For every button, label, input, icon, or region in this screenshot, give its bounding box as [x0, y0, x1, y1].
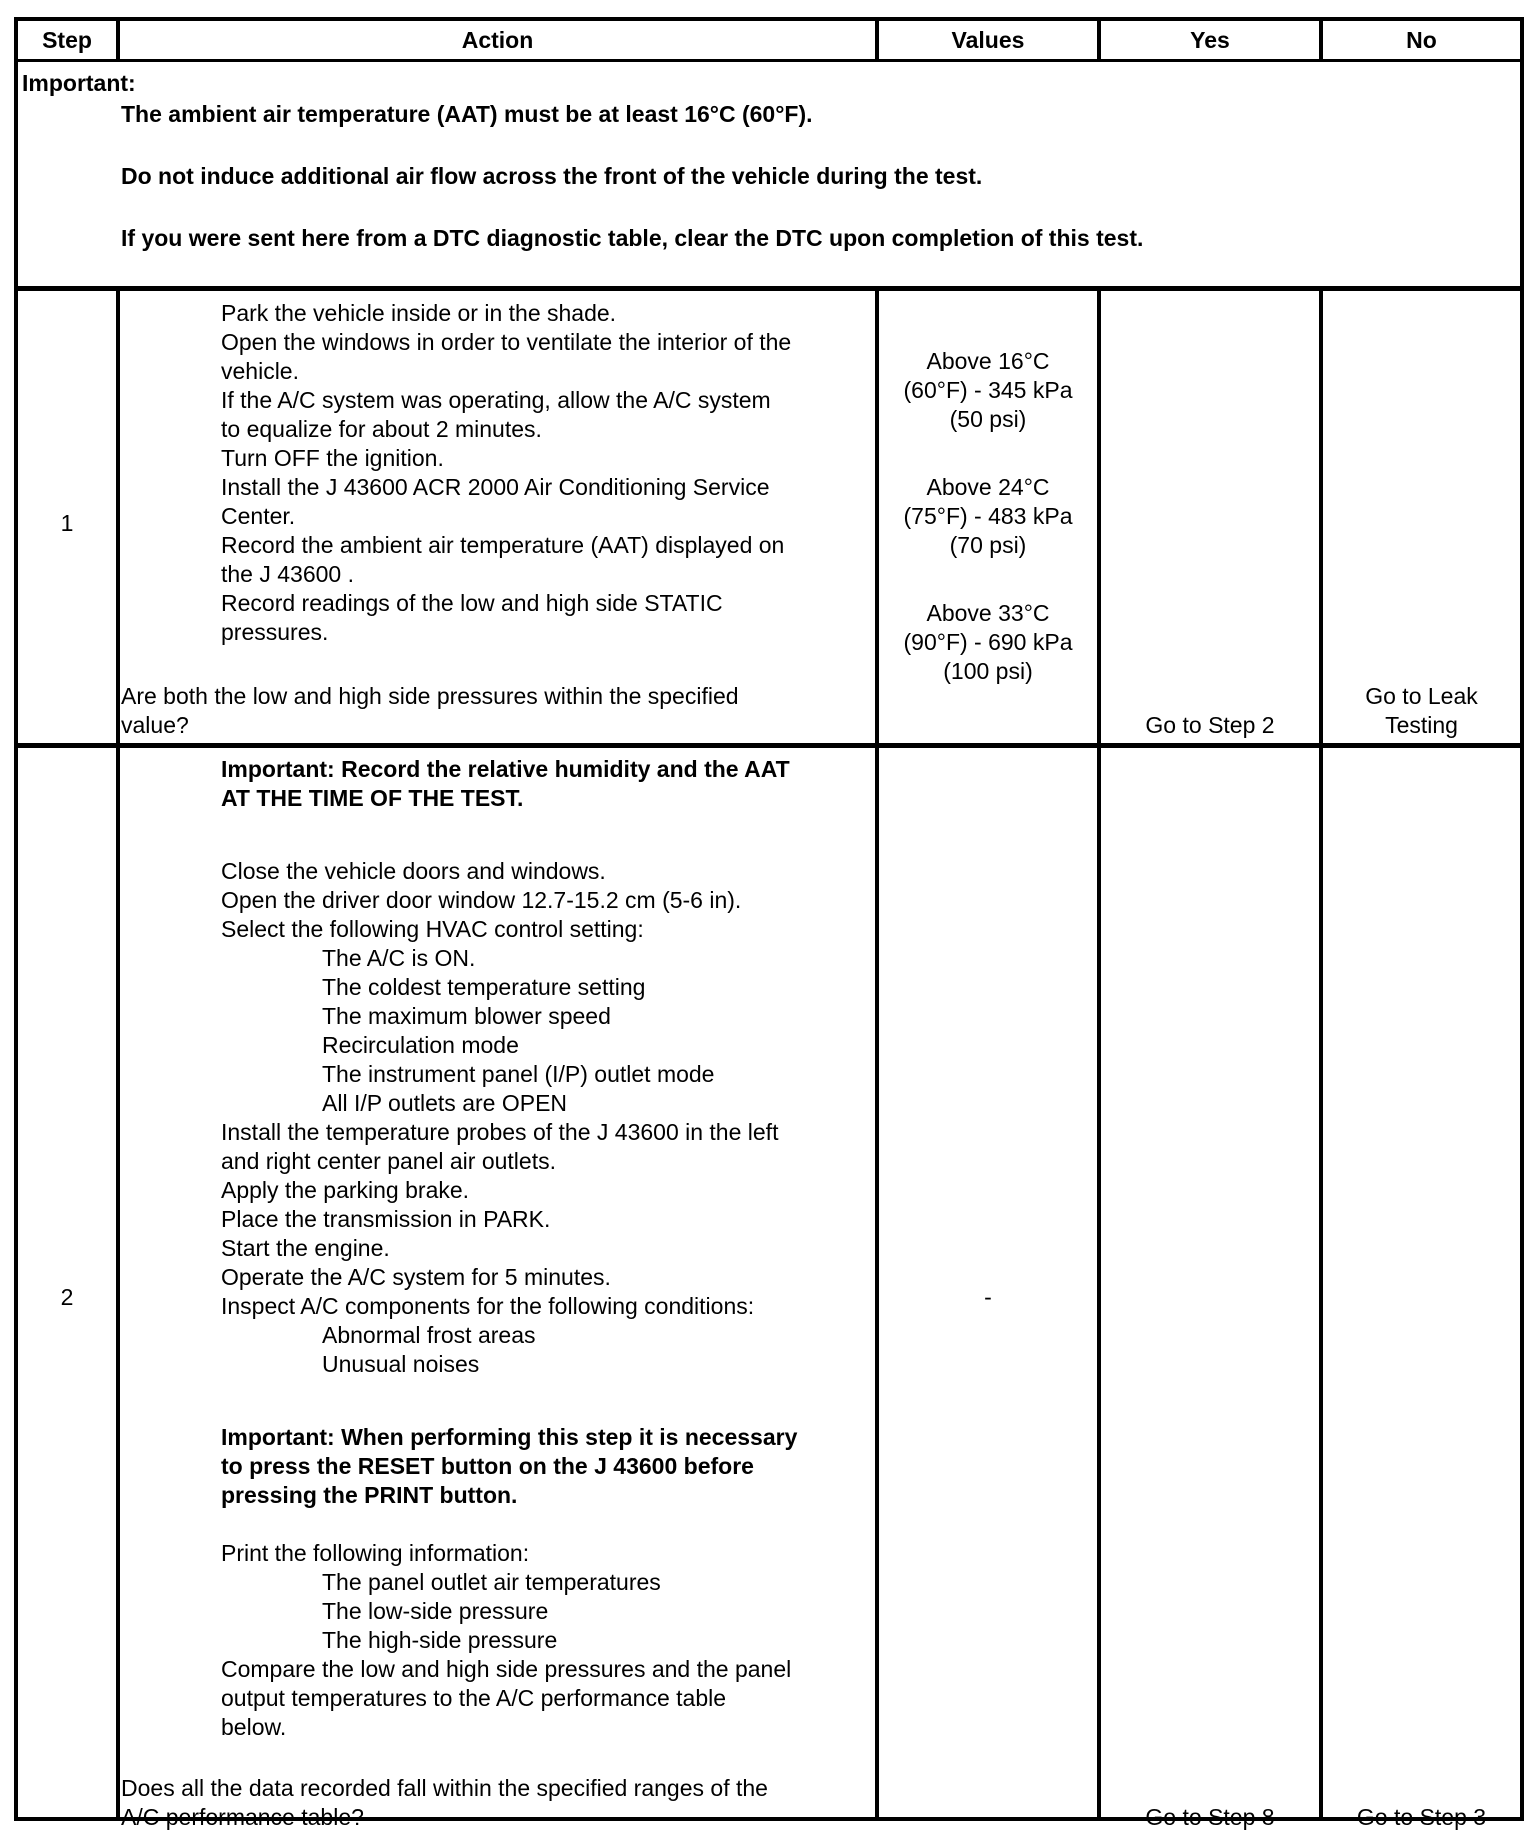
- action-line: Place the transmission in PARK.: [221, 1206, 551, 1232]
- divider-important: [18, 286, 1520, 291]
- step2-no: Go to Step 3: [1356, 1804, 1487, 1830]
- value-line: (90°F) - 690 kPa: [903, 629, 1073, 655]
- hvac-setting: Recirculation mode: [322, 1032, 519, 1058]
- important-line: The ambient air temperature (AAT) must be at least 16°C (60°F).: [121, 101, 813, 127]
- step2-print: [221, 1539, 791, 1742]
- important-label: Important:: [22, 70, 136, 96]
- action-line: Operate the A/C system for 5 minutes.: [221, 1264, 611, 1290]
- header-yes: Yes: [1190, 26, 1230, 53]
- divider-header: [18, 59, 1520, 62]
- action-line: Turn OFF the ignition.: [221, 445, 444, 471]
- value-line: (70 psi): [949, 532, 1027, 558]
- print-item: The panel outlet air temperatures: [322, 1569, 661, 1595]
- action-line: Start the engine.: [221, 1235, 390, 1261]
- action-line: Print the following information:: [221, 1540, 530, 1566]
- print-item: The high-side pressure: [322, 1627, 558, 1653]
- col-divider: [116, 21, 120, 59]
- question-line: value?: [121, 712, 189, 738]
- action-line: If the A/C system was operating, allow the A/C system: [221, 387, 771, 413]
- action-line: Close the vehicle doors and windows.: [221, 858, 606, 884]
- important-line: Important: When performing this step it is necessary: [221, 1424, 798, 1450]
- step1-actions: [221, 299, 791, 647]
- step1-yes: Go to Step 2: [1145, 712, 1275, 738]
- divider-step1: [18, 743, 1520, 748]
- important-line: If you were sent here from a DTC diagnostic table, clear the DTC upon completion of this test.: [121, 225, 1144, 251]
- action-line: and right center panel air outlets.: [221, 1148, 556, 1174]
- action-line: Open the driver door window 12.7-15.2 cm (5-6 in).: [221, 887, 742, 913]
- print-item: The low-side pressure: [322, 1598, 549, 1624]
- step2-actions: [221, 857, 778, 1379]
- value-line: Above 33°C: [926, 600, 1050, 626]
- step1-question: [121, 682, 739, 740]
- action-line: Open the windows in order to ventilate the interior of the: [221, 329, 792, 355]
- value-line: (100 psi): [943, 658, 1033, 684]
- header-no: No: [1406, 26, 1437, 53]
- action-line: Install the temperature probes of the J 43600 in the left: [221, 1119, 779, 1145]
- condition-item: Unusual noises: [322, 1351, 480, 1377]
- important-line: to press the RESET button on the J 43600 before: [221, 1453, 754, 1479]
- no-line: Go to Leak: [1365, 683, 1478, 709]
- no-line: Testing: [1385, 712, 1458, 738]
- action-line: pressures.: [221, 619, 329, 645]
- action-line: the J 43600 .: [221, 561, 354, 587]
- action-line: Center.: [221, 503, 296, 529]
- value-line: (60°F) - 345 kPa: [903, 377, 1073, 403]
- header-step: Step: [42, 26, 92, 53]
- important-line: AT THE TIME OF THE TEST.: [221, 785, 524, 811]
- col-divider: [1319, 291, 1323, 1821]
- action-line: vehicle.: [221, 358, 299, 384]
- action-line: output temperatures to the A/C performance table: [221, 1685, 727, 1711]
- action-line: Select the following HVAC control setting:: [221, 916, 644, 942]
- value-line: (50 psi): [949, 406, 1027, 432]
- value-line: Above 16°C: [926, 348, 1050, 374]
- action-line: to equalize for about 2 minutes.: [221, 416, 542, 442]
- step-number: 1: [60, 510, 74, 536]
- action-line: Compare the low and high side pressures and the panel: [221, 1656, 792, 1682]
- value-line: Above 24°C: [926, 474, 1050, 500]
- step2-values: -: [984, 1284, 992, 1310]
- col-divider: [116, 291, 120, 1821]
- hvac-setting: All I/P outlets are OPEN: [322, 1090, 568, 1116]
- action-line: Record readings of the low and high side STATIC: [221, 590, 723, 616]
- important-line: Important: Record the relative humidity and the AAT: [221, 756, 790, 782]
- hvac-setting: The A/C is ON.: [322, 945, 476, 971]
- action-line: below.: [221, 1714, 287, 1740]
- action-line: Install the J 43600 ACR 2000 Air Conditioning Service: [221, 474, 770, 500]
- step1-value-group: [879, 347, 1097, 434]
- header-action: Action: [461, 26, 534, 53]
- hvac-setting: The instrument panel (I/P) outlet mode: [322, 1061, 715, 1087]
- step1-value-group: [879, 473, 1097, 560]
- step-number: 2: [60, 1284, 74, 1310]
- important-line: pressing the PRINT button.: [221, 1482, 518, 1508]
- step2-question: [121, 1774, 768, 1832]
- action-line: Park the vehicle inside or in the shade.: [221, 300, 617, 326]
- action-line: Inspect A/C components for the following conditions:: [221, 1293, 755, 1319]
- step1-no: [1323, 682, 1520, 740]
- step1-value-group: [879, 599, 1097, 686]
- col-divider: [875, 21, 879, 59]
- question-line: Are both the low and high side pressures within the specified: [121, 683, 739, 709]
- step2-yes: Go to Step 8: [1145, 1804, 1275, 1830]
- step2-important: [221, 755, 790, 813]
- important-line: Do not induce additional air flow across the front of the vehicle during the test.: [121, 163, 983, 189]
- question-line: Does all the data recorded fall within the specified ranges of the: [121, 1775, 768, 1801]
- value-line: (75°F) - 483 kPa: [903, 503, 1073, 529]
- diagnostic-table: [14, 17, 1524, 1830]
- col-divider: [1097, 21, 1101, 59]
- action-line: Record the ambient air temperature (AAT) displayed on: [221, 532, 785, 558]
- step2-important-reset: [221, 1423, 797, 1510]
- question-line: A/C performance table?: [121, 1804, 364, 1830]
- header-values: Values: [951, 26, 1025, 53]
- col-divider: [1319, 21, 1323, 59]
- col-divider: [1097, 291, 1101, 1821]
- hvac-setting: The coldest temperature setting: [322, 974, 646, 1000]
- action-line: Apply the parking brake.: [221, 1177, 470, 1203]
- condition-item: Abnormal frost areas: [322, 1322, 536, 1348]
- hvac-setting: The maximum blower speed: [322, 1003, 611, 1029]
